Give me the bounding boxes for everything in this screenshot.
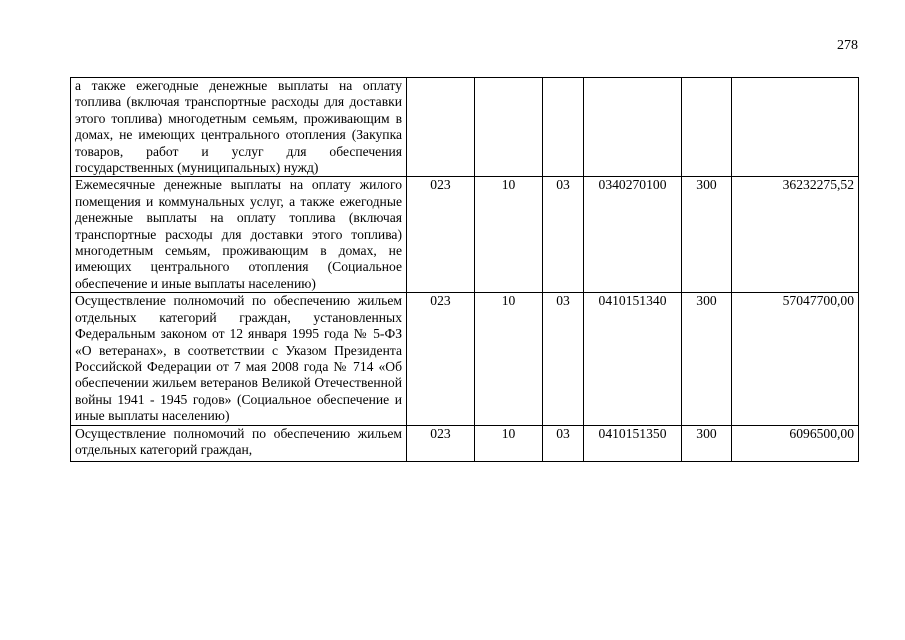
rz-cell: 10	[475, 425, 543, 461]
sum-cell: 36232275,52	[732, 177, 859, 293]
ved-cell: 023	[407, 177, 475, 293]
sum-cell	[732, 78, 859, 177]
rz-cell: 10	[475, 177, 543, 293]
row-description: Ежемесячные денежные выплаты на оплату жилого помещения и коммунальных услуг, а также ежегодные денежные выплаты на оплату топлива (включая транспортные расходы для доставки этого топлива) многодетным семьям, проживающим в домах, не имеющих центрального отопления (Социальное обеспечение и иные выплаты населению)	[71, 177, 407, 293]
pr-cell: 03	[543, 177, 584, 293]
pr-cell: 03	[543, 293, 584, 425]
sum-cell: 57047700,00	[732, 293, 859, 425]
csr-cell: 0410151340	[584, 293, 682, 425]
csr-cell: 0340270100	[584, 177, 682, 293]
pr-cell: 03	[543, 425, 584, 461]
row-description: Осуществление полномочий по обеспечению жильем отдельных категорий граждан, установленных Федеральным законом от 12 января 1995 года № 5-ФЗ «О ветеранах», в соответствии с Указом Президента Российской Федерации от 7 мая 2008 года № 714 «Об обеспечении жильем ветеранов Великой Отечественной войны 1941 - 1945 годов» (Социальное обеспечение и иные выплаты населению)	[71, 293, 407, 425]
row-description: Осуществление полномочий по обеспечению жильем отдельных категорий граждан,	[71, 425, 407, 461]
rz-cell	[475, 78, 543, 177]
csr-cell: 0410151350	[584, 425, 682, 461]
row-description: а также ежегодные денежные выплаты на оплату топлива (включая транспортные расходы для доставки этого топлива) многодетным семьям, проживающим в домах, не имеющих центрального отопления (Закупка товаров, работ и услуг для обеспечения государственных (муниципальных) нужд)	[71, 78, 407, 177]
ved-cell	[407, 78, 475, 177]
table-row	[71, 425, 859, 461]
vr-cell: 300	[682, 293, 732, 425]
ved-cell: 023	[407, 425, 475, 461]
vr-cell: 300	[682, 177, 732, 293]
table-row	[71, 177, 859, 293]
table-row	[71, 293, 859, 425]
ved-cell: 023	[407, 293, 475, 425]
table-row	[71, 78, 859, 177]
rz-cell: 10	[475, 293, 543, 425]
vr-cell: 300	[682, 425, 732, 461]
budget-table	[70, 77, 859, 462]
sum-cell: 6096500,00	[732, 425, 859, 461]
vr-cell	[682, 78, 732, 177]
page-number: 278	[837, 38, 858, 53]
pr-cell	[543, 78, 584, 177]
csr-cell	[584, 78, 682, 177]
